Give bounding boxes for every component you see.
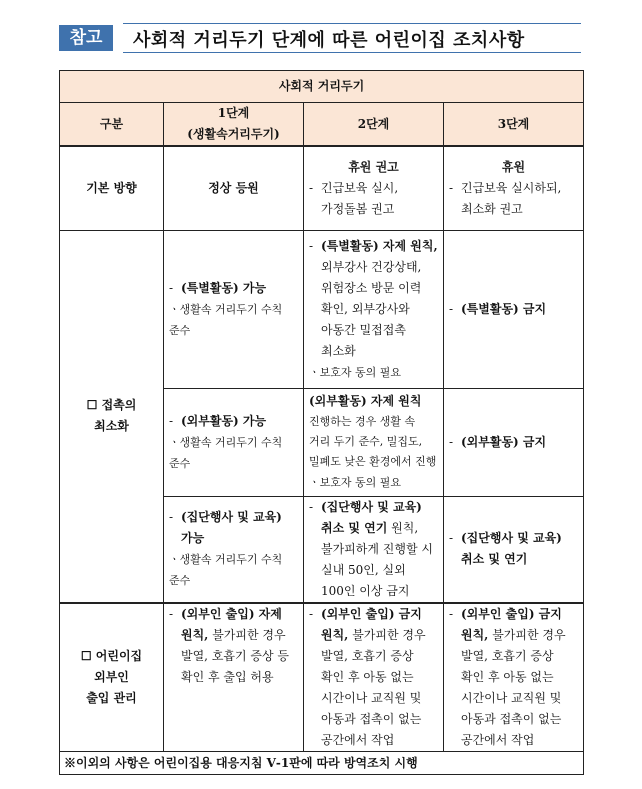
visitor-label-line3: 출입 관리 [86,690,137,705]
footnote: ※이외의 사항은 어린이집용 대응지침 Ⅴ-1판에 따라 방역조치 시행 [60,751,584,774]
outdoor-stage1-note: 생활속 거리두기 수칙 준수 [169,435,283,470]
outdoor-stage1: - (외부활동) 가능 ㆍ생활속 거리두기 수칙 준수 [164,388,304,496]
col-header-stage2: 2단계 [304,103,444,147]
group-header: 사회적 거리두기 [60,71,584,103]
special-stage2-note: 보호자 동의 필요 [319,365,402,379]
outdoor-stage2-text: 진행하는 경우 생활 속 거리 두기 준수, 밀집도, 밀폐도 낮은 환경에서 진행 [309,415,437,468]
visitor-label-line1: ☐ 어린이집 [80,648,143,663]
stage1-sublabel: (생활속거리두기) [187,127,280,141]
special-stage1: - (특별활동) 가능 ㆍ생활속 거리두기 수칙 준수 [164,230,304,388]
visitor-stage1-text: 불가피한 경우 발열, 호흡기 증상 등 확인 후 출입 허용 [181,627,289,684]
visitor-stage3: - (외부인 출입) 금지 원칙, 불가피한 경우 발열, 호흡기 증상 확인 후 아동 없는 시간이나 교직원 및 아동과 접촉이 없는 공간에서 작업 [444,603,584,752]
basic-stage3: 휴원 - 긴급보육 실시하되, 최소화 권고 [444,146,584,230]
outdoor-stage2-note: 보호자 동의 필요 [319,476,402,489]
reference-badge: 참고 [59,25,113,51]
col-header-gubun: 구분 [60,103,164,147]
basic-stage3-item: 긴급보육 실시하되, 최소화 권고 [461,180,562,216]
visitor-stage3-text: 불가피한 경우 발열, 호흡기 증상 확인 후 아동 없는 시간이나 교직원 및 아동과 접촉이 없는 공간에서 작업 [461,627,566,747]
special-stage3: - (특별활동) 금지 [444,230,584,388]
basic-stage1: 정상 등원 [164,146,304,230]
basic-stage2: 휴원 권고 - 긴급보육 실시, 가정돌봄 권고 [304,146,444,230]
special-stage3-bold: (특별활동) 금지 [461,301,547,316]
basic-stage2-title: 휴원 권고 [348,159,399,174]
contact-label-line1: ☐ 접촉의 [86,398,137,412]
visitor-stage2-bold: (외부인 출입) 금지 원칙, [321,606,422,642]
group-stage1-bold: (집단행사 및 교육) 가능 [181,510,282,545]
group-stage3-bold: (집단행사 및 교육) 취소 및 연기 [461,531,562,566]
measures-table [59,70,584,775]
outdoor-stage3-bold: (외부활동) 금지 [461,434,547,449]
visitor-stage2-text: 불가피한 경우 발열, 호흡기 증상 확인 후 아동 없는 시간이나 교직원 및 아동과 접촉이 없는 공간에서 작업 [321,627,426,747]
group-stage3: - (집단행사 및 교육) 취소 및 연기 [444,496,584,603]
special-stage1-bold: (특별활동) 가능 [181,280,267,295]
outdoor-stage3: - (외부활동) 금지 [444,388,584,496]
group-stage1-note: 생활속 거리두기 수칙 준수 [169,553,283,587]
visitor-stage1: - (외부인 출입) 자제 원칙, 불가피한 경우 발열, 호흡기 증상 등 확인 후 출입 허용 [164,603,304,752]
stage1-label: 1단계 [217,106,250,120]
page-title: 사회적 거리두기 단계에 따른 어린이집 조치사항 [133,30,525,51]
visitor-label-line2: 외부인 [94,669,129,684]
outdoor-stage1-bold: (외부활동) 가능 [181,413,267,428]
row-label-contact [60,230,164,603]
outdoor-stage2-bold: (외부활동) 자제 원칙 [309,394,422,408]
visitor-stage2: - (외부인 출입) 금지 원칙, 불가피한 경우 발열, 호흡기 증상 확인 후 아동 없는 시간이나 교직원 및 아동과 접촉이 없는 공간에서 작업 [304,603,444,752]
visitor-stage3-bold: (외부인 출입) 금지 원칙, [461,606,562,642]
basic-stage2-item: 긴급보육 실시, 가정돌봄 권고 [321,180,399,216]
page-header [59,23,583,53]
basic-stage3-title: 휴원 [501,159,526,174]
special-stage1-note: 생활속 거리두기 수칙 준수 [169,302,283,337]
special-stage2: - (특별활동) 자제 원칙, 외부강사 건강상태, 위험장소 방문 이력 확인, 외부강사와 아동간 밀접접촉 최소화 ㆍ보호자 동의 필요 [304,230,444,388]
group-stage2-text: 원칙, 불가피하게 진행할 시 실내 50인, 실외 100인 이상 금지 [321,520,433,598]
title-box [123,23,581,53]
outdoor-stage2: (외부활동) 자제 원칙 진행하는 경우 생활 속 거리 두기 준수, 밀집도, 밀폐도 낮은 환경에서 진행 ㆍ보호자 동의 필요 [304,388,444,496]
col-header-stage1 [164,103,304,147]
col-header-stage3: 3단계 [444,103,584,147]
group-stage1: - (집단행사 및 교육) 가능 ㆍ생활속 거리두기 수칙 준수 [164,496,304,603]
group-stage2: - (집단행사 및 교육) 취소 및 연기 원칙, 불가피하게 진행할 시 실내 50인, 실외 100인 이상 금지 [304,496,444,603]
group-stage2-bold: (집단행사 및 교육) 취소 및 연기 [321,499,422,535]
visitor-stage1-bold: (외부인 출입) 자제 원칙, [181,606,282,642]
row-label-basic: 기본 방향 [60,146,164,230]
contact-label-line2: 최소화 [94,419,129,433]
special-stage2-bold: (특별활동) 자제 원칙, [321,238,438,253]
row-label-visitor [60,603,164,752]
special-stage2-text: 외부강사 건강상태, 위험장소 방문 이력 확인, 외부강사와 아동간 밀접접촉 최소화 [321,259,422,358]
